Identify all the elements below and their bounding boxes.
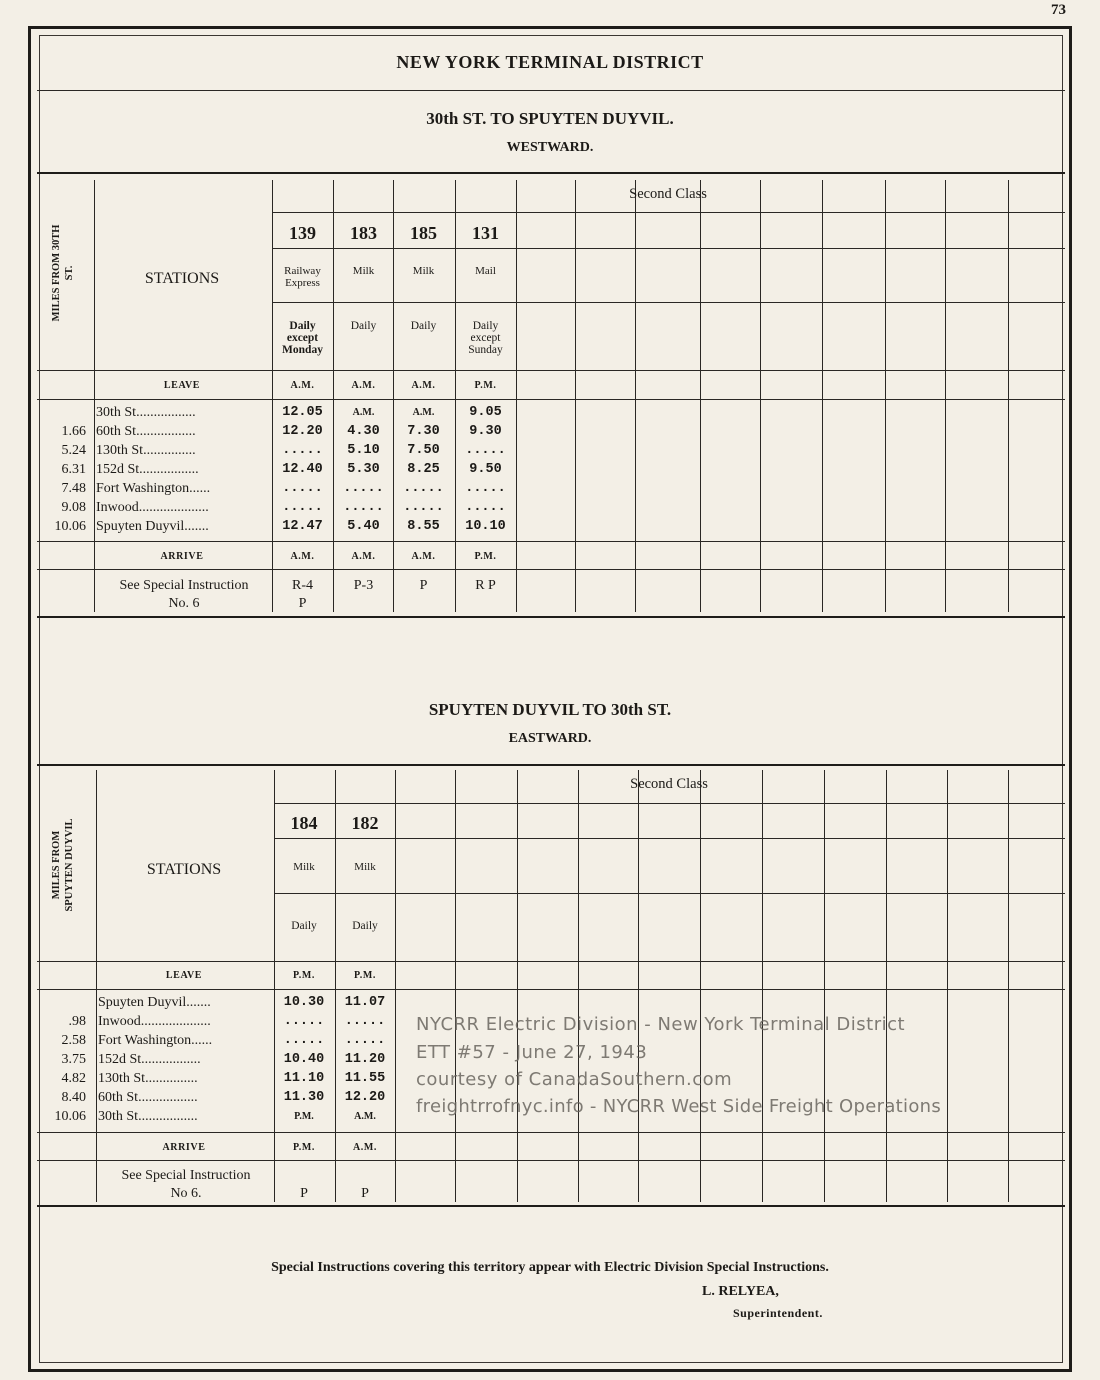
eastward-arrive-label: ARRIVE — [162, 1142, 206, 1153]
westward-train-instruction: R P — [475, 578, 496, 593]
footer-divider — [37, 1205, 1065, 1207]
westward-row-time: ..... — [403, 481, 444, 496]
eastward-row-station: 30th St................. — [98, 1109, 198, 1124]
westward-vline — [455, 180, 456, 612]
divider — [37, 90, 1065, 91]
westward-train-kind: Mail — [475, 265, 496, 277]
footer-note: Special Instructions covering this territory appear with Electric Division Special Instructions. — [271, 1260, 829, 1275]
westward-row-time: ..... — [465, 443, 506, 458]
westward-instruction — [96, 577, 272, 613]
westward-hline — [37, 616, 1065, 618]
eastward-class-header: Second Class — [630, 776, 708, 792]
westward-vline — [272, 180, 273, 612]
eastward-row-mile: 3.75 — [61, 1052, 86, 1067]
westward-hline — [272, 212, 1065, 213]
eastward-train-kind: Milk — [354, 861, 376, 873]
westward-vline — [393, 180, 394, 612]
eastward-row-station: 152d St................. — [98, 1052, 201, 1067]
westward-row-time: 5.30 — [347, 462, 380, 477]
westward-row-time: ..... — [465, 481, 506, 496]
eastward-train-leave-meridiem: P.M. — [292, 970, 316, 981]
westward-row-time: A.M. — [352, 407, 375, 418]
westward-row-station: Spuyten Duyvil....... — [96, 519, 209, 534]
westward-train-instruction: R-4 P — [292, 578, 313, 611]
eastward-direction: EASTWARD. — [508, 731, 592, 746]
westward-hline — [272, 302, 1065, 303]
footer-signer-title: Superintendent. — [733, 1306, 823, 1320]
eastward-row-time: P.M. — [294, 1111, 314, 1122]
westward-miles-header: MILES FROM 30TH ST. — [51, 224, 75, 322]
eastward-row-time: 11.55 — [344, 1071, 386, 1086]
westward-row-time: ..... — [282, 443, 323, 458]
eastward-train-frequency: Daily — [291, 920, 317, 932]
eastward-row-mile: 10.06 — [54, 1109, 86, 1124]
eastward-row-station: 130th St............... — [98, 1071, 198, 1086]
eastward-train-instruction: P — [361, 1186, 369, 1201]
eastward-hline — [37, 764, 1065, 766]
eastward-stations-header: STATIONS — [146, 861, 222, 878]
westward-row-time: 8.25 — [407, 462, 440, 477]
westward-row-mile: 10.06 — [54, 519, 86, 534]
westward-row-station: Fort Washington...... — [96, 481, 211, 496]
eastward-row-station: Fort Washington...... — [98, 1033, 213, 1048]
westward-row-mile: 6.31 — [61, 462, 86, 477]
eastward-row-mile: 8.40 — [61, 1090, 86, 1105]
westward-row-time: 8.55 — [407, 519, 440, 534]
westward-instruction-label: See Special Instruction — [119, 578, 249, 593]
eastward-row-mile: .98 — [68, 1014, 86, 1029]
westward-row-time: ..... — [465, 500, 506, 515]
watermark-line-1: NYCRR Electric Division - New York Terminal District — [416, 1014, 906, 1035]
eastward-vline — [1008, 770, 1009, 1202]
westward-row-time: 9.30 — [469, 424, 502, 439]
westward-row-station: 60th St................. — [96, 424, 196, 439]
westward-train-number: 183 — [350, 223, 377, 243]
westward-row-station: 130th St............... — [96, 443, 196, 458]
westward-row-mile: 1.66 — [61, 424, 86, 439]
eastward-row-time: 11.07 — [344, 995, 386, 1010]
westward-row-mile: 5.24 — [61, 443, 86, 458]
westward-row-time: ..... — [282, 500, 323, 515]
westward-train-frequency: Daily except Sunday — [468, 320, 503, 356]
westward-hline — [272, 248, 1065, 249]
eastward-train-number: 182 — [351, 813, 379, 833]
westward-vline — [700, 180, 701, 612]
westward-train-kind: Milk — [412, 265, 435, 277]
eastward-route-title: SPUYTEN DUYVIL TO 30th ST. — [428, 700, 672, 719]
eastward-vline — [274, 770, 275, 1202]
westward-vline — [94, 180, 95, 612]
eastward-train-arrive-meridiem: P.M. — [292, 1142, 316, 1153]
westward-row-station: 152d St................. — [96, 462, 199, 477]
eastward-vline — [395, 770, 396, 1202]
westward-train-instruction: P — [419, 578, 428, 593]
westward-row-mile: 9.08 — [61, 500, 86, 515]
westward-row-time: 12.40 — [282, 462, 323, 477]
westward-row-time: 4.30 — [347, 424, 380, 439]
westward-row-time: 12.47 — [282, 519, 323, 534]
westward-vline — [635, 180, 636, 612]
district-title: NEW YORK TERMINAL DISTRICT — [396, 52, 704, 72]
westward-train-leave-meridiem: A.M. — [290, 380, 315, 391]
westward-train-arrive-meridiem: P.M. — [474, 551, 497, 562]
eastward-hline — [37, 1160, 1065, 1161]
westward-direction: WESTWARD. — [506, 140, 594, 155]
westward-row-time: ..... — [403, 500, 444, 515]
westward-row-station: 30th St................. — [96, 405, 196, 420]
westward-train-number: 185 — [410, 223, 437, 243]
eastward-train-number: 184 — [290, 813, 318, 833]
eastward-vline — [947, 770, 948, 1202]
eastward-hline — [37, 989, 1065, 990]
eastward-row-time: 10.40 — [283, 1052, 325, 1067]
westward-hline — [37, 399, 1065, 400]
westward-row-time: 12.05 — [282, 405, 323, 420]
eastward-vline — [517, 770, 518, 1202]
footer-signer: L. RELYEA, — [702, 1284, 779, 1299]
westward-row-time: A.M. — [412, 407, 435, 418]
westward-vline — [1008, 180, 1009, 612]
watermark-line-2: ETT #57 - June 27, 1943 — [416, 1042, 648, 1063]
westward-hline — [37, 541, 1065, 542]
westward-train-number: 131 — [472, 223, 499, 243]
westward-arrive-label: ARRIVE — [160, 551, 204, 562]
eastward-vline — [762, 770, 763, 1202]
eastward-leave-label: LEAVE — [165, 970, 203, 981]
eastward-vline — [700, 770, 701, 1202]
eastward-vline — [824, 770, 825, 1202]
westward-row-time: 7.50 — [407, 443, 440, 458]
westward-leave-label: LEAVE — [163, 380, 201, 391]
eastward-vline — [886, 770, 887, 1202]
eastward-miles-header: MILES FROM SPUYTEN DUYVIL — [51, 818, 75, 912]
westward-train-number: 139 — [289, 223, 316, 243]
eastward-train-leave-meridiem: P.M. — [353, 970, 377, 981]
westward-train-frequency: Daily — [410, 320, 437, 332]
westward-vline — [945, 180, 946, 612]
westward-row-time: 10.10 — [465, 519, 506, 534]
eastward-row-station: Spuyten Duyvil....... — [98, 995, 211, 1010]
page-number: 73 — [1051, 2, 1066, 18]
eastward-hline — [37, 961, 1065, 962]
westward-stations-header: STATIONS — [144, 270, 220, 287]
eastward-instruction-no: No 6. — [170, 1186, 202, 1201]
westward-vline — [575, 180, 576, 612]
westward-train-leave-meridiem: A.M. — [411, 380, 436, 391]
eastward-train-kind: Milk — [293, 861, 315, 873]
westward-train-arrive-meridiem: A.M. — [351, 551, 376, 562]
westward-row-time: 12.20 — [282, 424, 323, 439]
westward-row-time: ..... — [343, 500, 384, 515]
eastward-instruction-label: See Special Instruction — [121, 1168, 251, 1183]
westward-vline — [760, 180, 761, 612]
eastward-row-time: 11.20 — [344, 1052, 386, 1067]
westward-row-time: ..... — [282, 481, 323, 496]
westward-train-arrive-meridiem: A.M. — [290, 551, 315, 562]
eastward-vline — [96, 770, 97, 1202]
westward-train-kind: Milk — [352, 265, 375, 277]
eastward-vline — [638, 770, 639, 1202]
timetable-inner-frame — [39, 35, 1063, 1363]
westward-train-instruction: P-3 — [353, 578, 374, 593]
westward-row-time: 5.40 — [347, 519, 380, 534]
westward-route-title: 30th ST. TO SPUYTEN DUYVIL. — [426, 109, 674, 128]
westward-row-time: 7.30 — [407, 424, 440, 439]
eastward-train-arrive-meridiem: A.M. — [352, 1142, 378, 1153]
watermark-line-3: courtesy of CanadaSouthern.com — [416, 1069, 733, 1090]
eastward-row-time: ..... — [283, 1033, 325, 1048]
westward-row-time: 5.10 — [347, 443, 380, 458]
westward-vline — [885, 180, 886, 612]
eastward-row-time: 12.20 — [344, 1090, 386, 1105]
westward-train-frequency: Daily — [350, 320, 377, 332]
westward-vline — [333, 180, 334, 612]
eastward-row-time: A.M. — [354, 1111, 376, 1122]
westward-instruction-no: No. 6 — [168, 596, 200, 611]
eastward-row-time: 11.30 — [283, 1090, 325, 1105]
eastward-row-time: ..... — [344, 1014, 386, 1029]
eastward-row-mile: 4.82 — [61, 1071, 86, 1086]
eastward-row-station: Inwood.................... — [98, 1014, 211, 1029]
eastward-train-frequency: Daily — [352, 920, 378, 932]
westward-row-time: 9.05 — [469, 405, 502, 420]
westward-train-frequency: Daily except Monday — [282, 320, 323, 356]
westward-row-time: 9.50 — [469, 462, 502, 477]
westward-vline — [516, 180, 517, 612]
westward-hline — [37, 370, 1065, 371]
eastward-row-mile: 2.58 — [61, 1033, 86, 1048]
eastward-vline — [578, 770, 579, 1202]
westward-class-header: Second Class — [629, 186, 707, 202]
eastward-row-time: ..... — [283, 1014, 325, 1029]
westward-train-arrive-meridiem: A.M. — [411, 551, 436, 562]
eastward-row-time: 10.30 — [283, 995, 325, 1010]
eastward-instruction — [98, 1167, 274, 1203]
watermark-line-4: freightrrofnyc.info - NYCRR West Side Freight Operations — [416, 1096, 942, 1117]
westward-row-time: ..... — [343, 481, 384, 496]
eastward-vline — [455, 770, 456, 1202]
eastward-hline — [37, 1132, 1065, 1133]
westward-train-leave-meridiem: P.M. — [474, 380, 497, 391]
eastward-row-time: ..... — [344, 1033, 386, 1048]
westward-hline — [37, 172, 1065, 174]
eastward-row-time: 11.10 — [283, 1071, 325, 1086]
westward-vline — [822, 180, 823, 612]
westward-train-kind: Railway Express — [284, 265, 321, 289]
eastward-row-station: 60th St................. — [98, 1090, 198, 1105]
westward-row-mile: 7.48 — [61, 481, 86, 496]
westward-row-station: Inwood.................... — [96, 500, 209, 515]
westward-hline — [37, 569, 1065, 570]
westward-train-leave-meridiem: A.M. — [351, 380, 376, 391]
eastward-train-instruction: P — [300, 1186, 308, 1201]
eastward-vline — [335, 770, 336, 1202]
